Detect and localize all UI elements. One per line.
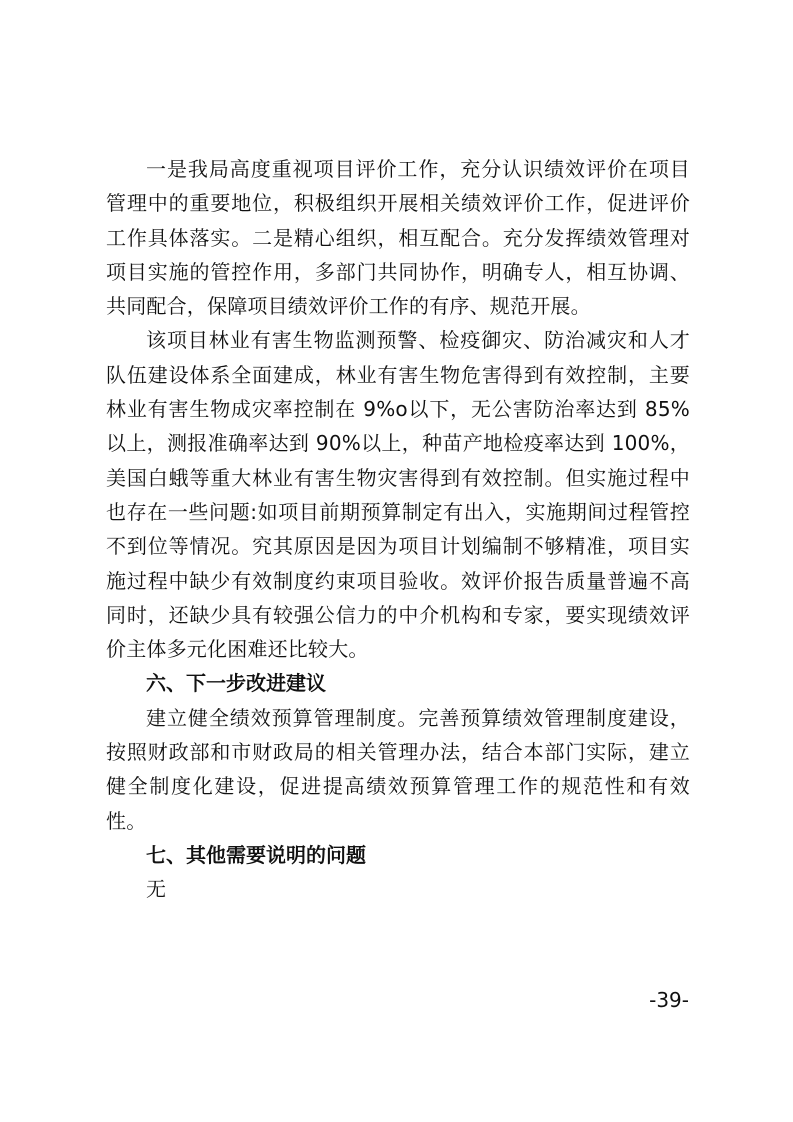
paragraph-other-issues: 无: [146, 877, 167, 902]
section-heading-other-issues: 七、其他需要说明的问题: [146, 842, 366, 867]
section-heading-improvement-suggestions: 六、下一步改进建议: [146, 671, 326, 696]
paragraph-improvement-suggestions: 建立健全绩效预算管理制度。完善预算绩效管理制度建设，按照财政部和市财政局的相关管理办法，结合本部门实际，建立健全制度化建设，促进提高绩效预算管理工作的规范性和有效性。: [106, 705, 690, 833]
page-number: -39-: [649, 988, 689, 1012]
paragraph-project-results-and-problems: 该项目林业有害生物监测预警、检疫御灾、防治减灾和人才队伍建设体系全面建成，林业有害生物危害得到有效控制，主要林业有害生物成灾率控制在 9%o以下，无公害防治率达到 85%以上，测报准确率达到 90%以上，种苗产地检疫率达到 100%，美国白蛾等重大林业有害生物灾害得到有效控制。但实施过程中也存在一些问题:如项目前期预算制定有出入，实施期间过程管控不到位等情况。究其原因是因为项目计划编制不够精准，项目实施过程中缺少有效制度约束项目验收。效评价报告质量普遍不高同时，还缺少具有较强公信力的中介机构和专家，要实现绩效评价主体多元化困难还比较大。: [106, 328, 690, 662]
document-body: [106, 152, 690, 907]
paragraph-management-measures: 一是我局高度重视项目评价工作，充分认识绩效评价在项目管理中的重要地位，积极组织开展相关绩效评价工作，促进评价工作具体落实。二是精心组织，相互配合。充分发挥绩效管理对项目实施的管控作用，多部门共同协作，明确专人，相互协调、共同配合，保障项目绩效评价工作的有序、规范开展。: [106, 157, 690, 319]
